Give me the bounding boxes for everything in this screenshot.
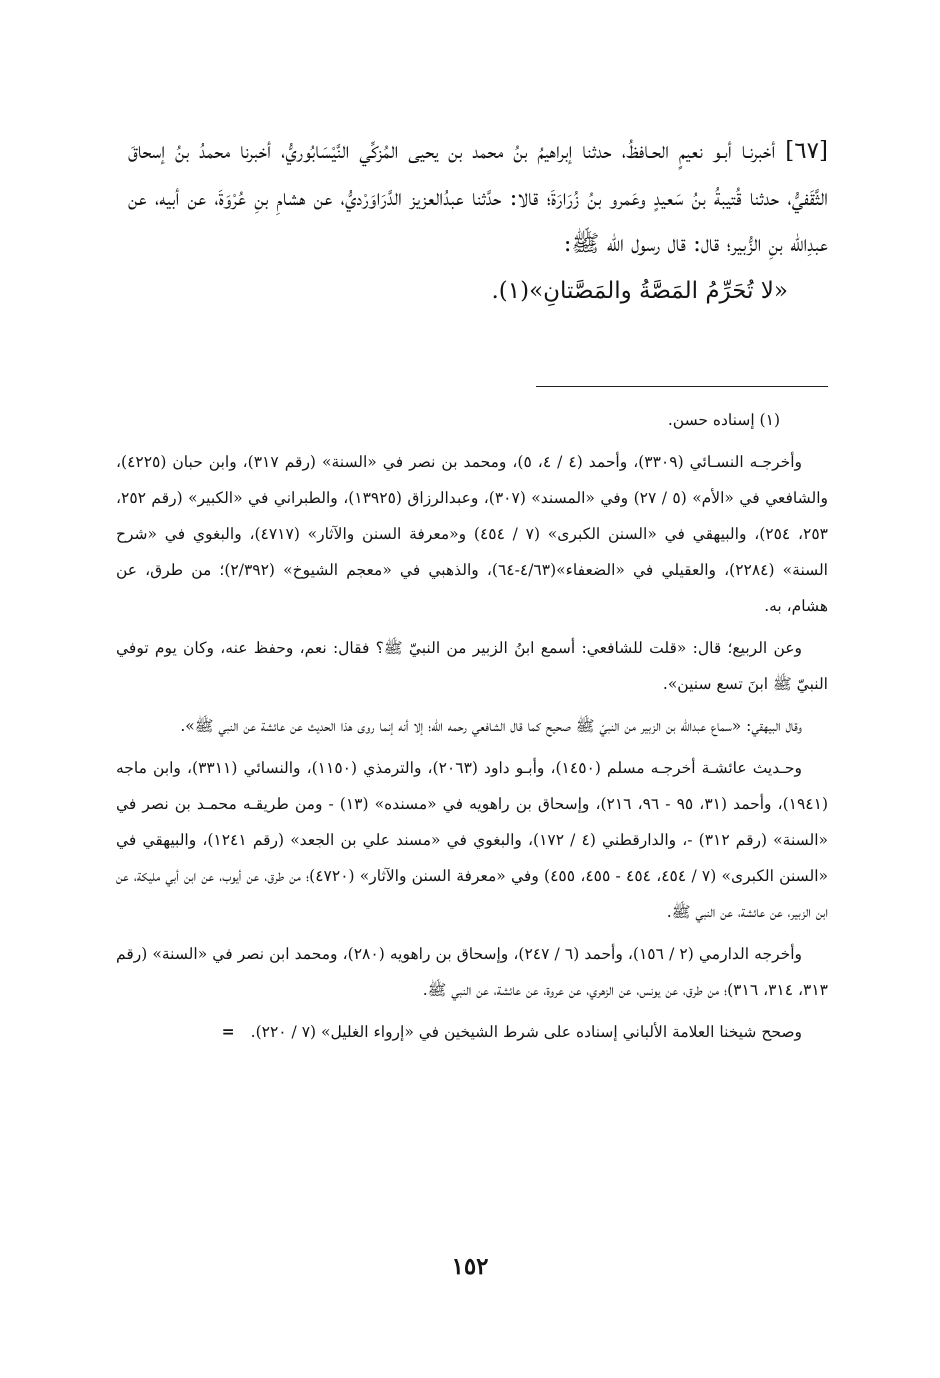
footnote-separator [536, 386, 828, 387]
footnote-paragraph: وأخرجه الدارمي (٢ / ١٥٦)، وأحمد (٦ / ٢٤٧)، وإسحاق بن راهويه (٢٨٠)، ومحمد ابن نصر في «السنة» (رقم ٣١٣، ٣١٤، ٣١٦)؛ من طرق، عن يونس، عن الزهري، عن عروة، عن عائشة، عن النبي ﷺ. [116, 945, 828, 999]
footnote-paragraph [116, 1014, 828, 1050]
footnote-paragraph: وأخرجـه النسـائي (٣٣٠٩)، وأحمد (٤ / ٤، ٥)، ومحمد بن نصر في «السنة» (رقم ٣١٧)، وابن حبان (٤٢٢٥)، والشافعي في «الأم» (٥ / ٢٧) وفي «المسند» (٣٠٧)، وعبدالرزاق (١٣٩٢٥)، والطبراني في «الكبير» (رقم ٢٥٢، ٢٥٣، ٢٥٤)، والبيهقي في «السنن الكبرى» (٧ / ٤٥٤) و«معرفة السنن والآثار» (٤٧١٧)، والبغوي في «شرح السنة» (٢٢٨٤)، والعقيلي في «الضعفاء»(٤/٦٣-٦٤)، والذهبي في «معجم الشيوخ» (٢/٣٩٢)؛ من طرق، عن هشام، به. [116, 453, 828, 615]
continuation-mark: = [221, 1022, 235, 1041]
page-number: ١٥٢ [451, 1253, 489, 1280]
hadith-block [128, 128, 828, 314]
footnotes [116, 402, 828, 1056]
footnote-paragraph: وعن الربيع؛ قال: «قلت للشافعي: أسمع ابنُ الزبير من النبيّ ﷺ؟ فقال: نعم، وحفظ عنه، وكان يوم توفي النبيّ ﷺ ابنَ تسع سنين». [116, 639, 828, 693]
hadith-matn: «لا تُحَرِّمُ المَصَّةُ والمَصَّتانِ»(١). [491, 277, 788, 304]
footnote-paragraph: وقال البيهقي: «سماع عبدالله بن الزبير من النبيّ ﷺ صحيح كما قال الشافعي رحمه الله؛ إلا أنه إنما روى هذا الحديث عن عائشة عن النبي ﷺ». [180, 717, 802, 735]
isnad-text: [٦٧] أخبرنـا أبـو نعيمٍ الحـافظُ، حدثنا إبراهيمُ بنُ محمد بن يحيى المُزكِّي النَّيْسَابُوريُّ، أخبرنا محمدُ بنُ إسحاقَ الثَّقَفيُّ، حدثنا قُتيبةُ بنُ سَعيدٍ وعَمرو بنُ زُرَارَةَ؛ قالا: حدَّثنا عبدُالعزيز الدَّرَاوَرْديُّ، عن هشامِ بنِ عُرْوَةَ، عن أبيه، عن عبدِالله بنِ الزُّبير؛ قال: قال رسول الله ﷺ: [128, 138, 828, 257]
footnote-last-text: وصحح شيخنا العلامة الألباني إسناده على شرط الشيخين في «إرواء الغليل» (٧ / ٢٢٠). [250, 1023, 802, 1041]
footnote-paragraph: وحـديث عائشـة أخرجـه مسلم (١٤٥٠)، وأبـو داود (٢٠٦٣)، والترمذي (١١٥٠)، والنسائي (٣٣١١)، وابن ماجه (١٩٤١)، وأحمد (٣١، ٩٥ - ٩٦، ٢١٦)، وإسحاق بن راهويه في «مسنده» (١٣) - ومن طريقـه محمـد بن نصر في «السنة» (رقم ٣١٢) -، والدارقطني (٤ / ١٧٢)، والبغوي في «مسند علي بن الجعد» (رقم ١٢٤١)، والبيهقي في «السنن الكبرى» (٧ / ٤٥٤، ٤٥٤ - ٤٥٥، ٤٥٥) وفي «معرفة السنن والآثار» (٤٧٢٠)؛ من طرق، عن أيوب، عن ابن أبي مليكة، عن ابن الزبير، عن عائشة، عن النبي ﷺ. [116, 759, 829, 921]
footnote-grading: (١) إسناده حسن. [667, 411, 780, 429]
